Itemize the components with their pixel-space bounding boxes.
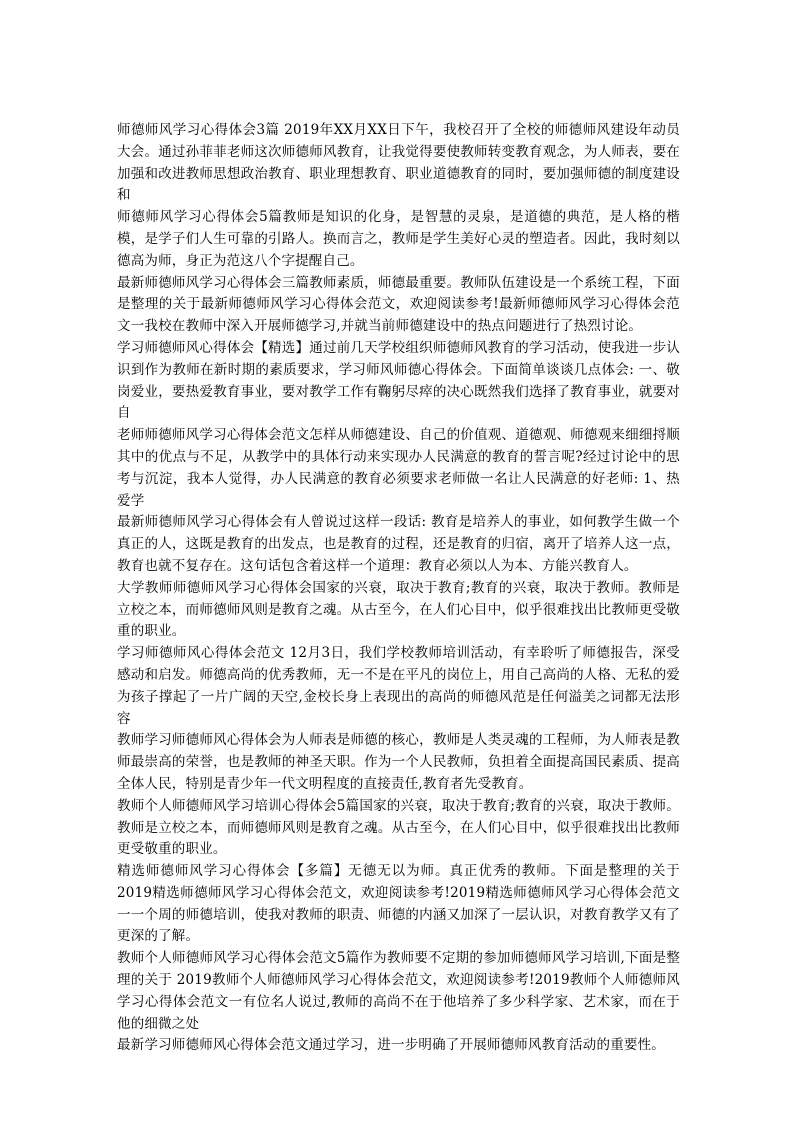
paragraph: 教师个人师德师风学习培训心得体会5篇国家的兴衰，取决于教育;教育的兴衰，取决于教师。 教师是立校之本，而师德师风则是教育之魂。从古至今，在人们心目中，似乎很难找出比教师更受敬重的职业。 [117, 797, 680, 858]
paragraph: 师德师风学习心得体会3篇 2019年XX月XX日下午，我校召开了全校的师德师风建设年动员大会。通过孙菲菲老师这次师德师风教育，让我觉得要使教师转变教育观念，为人师表，要在加强和改进教师思想政治教育、职业理想教育、职业道德教育的同时，要加强师德的制度建设和 [117, 122, 680, 204]
paragraph: 最新师德师风学习心得体会有人曾说过这样一段话: 教育是培养人的事业，如何教学生做一个真正的人，这既是教育的出发点，也是教育的过程，还是教育的归宿，离开了培养人这一点，教育也就不复存在。这句话包含着这样一个道理：教育必须以人为本、方能兴教育人。 [117, 514, 680, 574]
paragraph: 老师师德师风学习心得体会范文怎样从师德建设、自己的价值观、道德观、师德观来细细捋顺其中的优点与不足，从教学中的具体行动来实现办人民满意的教育的誓言呢?经过讨论中的思考与沉淀，我本人觉得，办人民满意的教育必须要求老师做一名让人民满意的好老师: 1、热爱学 [117, 427, 680, 509]
document-body [117, 120, 680, 1057]
paragraph: 大学教师师德师风学习心得体会国家的兴衰，取决于教育;教育的兴衰，取决于教师。教师是立校之本，而师德师风则是教育之魂。从古至今，在人们心目中，似乎很难找出比教师更受敬重的职业。 [117, 579, 680, 640]
paragraph: 教师个人师德师风学习心得体会范文5篇作为教师要不定期的参加师德师风学习培训,下面是整理的关于 2019教师个人师德师风学习心得体会范文，欢迎阅读参考!2019教师个人师德师风学习心得体会范文一有位名人说过,教师的高尚不在于他培养了多少科学家、艺术家，而在于他的细微之处 [117, 950, 680, 1032]
paragraph: 最新学习师德师风心得体会范文通过学习，进一步明确了开展师德师风教育活动的重要性。 [117, 1037, 665, 1054]
paragraph: 教师学习师德师风心得体会为人师表是师德的核心，教师是人类灵魂的工程师，为人师表是教师最崇高的荣誉，也是教师的神圣天职。作为一个人民教师，负担着全面提高国民素质、提高全体人民，特别是青少年一代文明程度的直接责任,教育者先受教育。 [117, 732, 680, 792]
paragraph: 精选师德师风学习心得体会【多篇】无德无以为师。真正优秀的教师。下面是整理的关于 2019精选师德师风学习心得体会范文，欢迎阅读参考!2019精选师德师风学习心得体会范文一一个周的师德培训，使我对教师的职责、师德的内涵又加深了一层认识，对教育教学又有了更深的了解。 [117, 863, 680, 945]
paragraph: 学习师德师风心得体会范文 12月3日，我们学校教师培训活动，有幸聆听了师德报告，深受感动和启发。师德高尚的优秀教师，无一不是在平凡的岗位上，用自己高尚的人格、无私的爱为孩子撑起了一片广阔的天空,金校长身上表现出的高尚的师德风范是任何溢美之词都无法形容 [117, 645, 680, 727]
paragraph: 最新师德师风学习心得体会三篇教师素质，师德最重要。教师队伍建设是一个系统工程，下面是整理的关于最新师德师风学习心得体会范文，欢迎阅读参考!最新师德师风学习心得体会范文一我校在教师中深入开展师德学习,并就当前师德建设中的热点问题进行了热烈讨论。 [117, 274, 680, 335]
paragraph: 学习师德师风心得体会【精选】通过前几天学校组织师德师风教育的学习活动，使我进一步认识到作为教师在新时期的素质要求，学习师风师德心得体会。下面简单谈谈几点体会: 一、敬岗爱业，要热爱教育事业，要对教学工作有鞠躬尽瘁的决心既然我们选择了教育事业，就要对自 [117, 339, 680, 422]
paragraph: 师德师风学习心得体会5篇教师是知识的化身，是智慧的灵泉，是道德的典范，是人格的楷模，是学子们人生可靠的引路人。换而言之，教师是学生美好心灵的塑造者。因此，我时刻以德高为师，身正为范这八个字提醒自己。 [117, 209, 680, 269]
